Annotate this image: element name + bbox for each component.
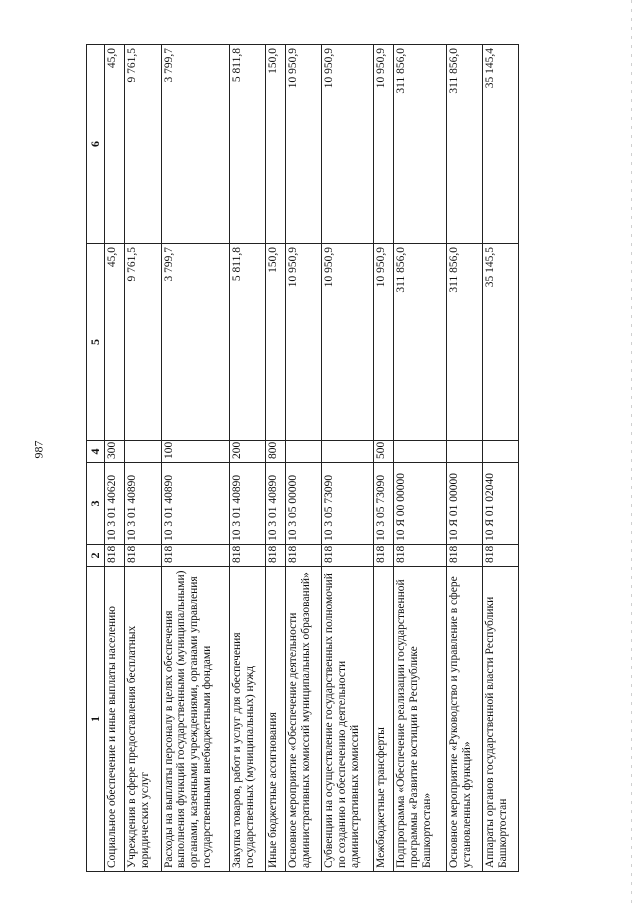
- row-csr: 10 3 05 73090: [374, 463, 394, 545]
- table-row: [482, 45, 518, 872]
- row-code: 818: [229, 545, 265, 567]
- row-name: Учреждения в сфере предоставления бесплатных юридических услуг: [125, 567, 161, 872]
- table-row: [229, 45, 265, 872]
- row-vr: [394, 441, 446, 463]
- row-name: Социальное обеспечение и иные выплаты населению: [105, 567, 125, 872]
- row-sum-6: 9 761,5: [125, 45, 161, 244]
- row-name: Субвенции на осуществление государственных полномочий по созданию и обеспечению деятельности административных комиссий: [322, 567, 374, 872]
- row-sum-6: 150,0: [266, 45, 286, 244]
- row-csr: 10 3 05 00000: [286, 463, 322, 545]
- row-sum-5: 10 950,9: [374, 244, 394, 441]
- row-csr: 10 Я 01 00000: [446, 463, 482, 545]
- table-row: [322, 45, 374, 872]
- row-name: Подпрограмма «Обеспечение реализации государственной программы «Развитие юстиции в Республике Башкортостан»: [394, 567, 446, 872]
- row-csr: 10 3 01 40890: [161, 463, 229, 545]
- header-col-1: 1: [87, 567, 105, 872]
- page-number: 987: [31, 440, 46, 459]
- row-sum-6: 3 799,7: [161, 45, 229, 244]
- row-name: Расходы на выплаты персоналу в целях обеспечения выполнения функций государственными (муниципальными) органами, казенными учреждениями, органами управления государственными внебюджетными фондами: [161, 567, 229, 872]
- row-name: Межбюджетные трансферты: [374, 567, 394, 872]
- row-vr: 800: [266, 441, 286, 463]
- row-name: Иные бюджетные ассигнования: [266, 567, 286, 872]
- row-vr: 500: [374, 441, 394, 463]
- table-row: [161, 45, 229, 872]
- row-vr: [125, 441, 161, 463]
- row-sum-5: 311 856,0: [446, 244, 482, 441]
- row-name: Закупка товаров, работ и услуг для обеспечения государственных (муниципальных) нужд: [229, 567, 265, 872]
- row-vr: 100: [161, 441, 229, 463]
- row-csr: 10 3 01 40890: [125, 463, 161, 545]
- row-sum-5: 150,0: [266, 244, 286, 441]
- table-row: [286, 45, 322, 872]
- row-sum-5: 35 145,5: [482, 244, 518, 441]
- table-row: [266, 45, 286, 872]
- row-code: 818: [161, 545, 229, 567]
- row-sum-6: 45,0: [105, 45, 125, 244]
- row-name: Аппараты органов государственной власти Республики Башкортостан: [482, 567, 518, 872]
- header-col-4: 4: [87, 441, 105, 463]
- row-vr: 200: [229, 441, 265, 463]
- row-sum-6: 5 811,8: [229, 45, 265, 244]
- row-csr: 10 3 01 40620: [105, 463, 125, 545]
- row-csr: 10 3 05 73090: [322, 463, 374, 545]
- row-sum-6: 311 856,0: [394, 45, 446, 244]
- row-sum-5: 311 856,0: [394, 244, 446, 441]
- row-csr: 10 Я 00 00000: [394, 463, 446, 545]
- row-code: 818: [446, 545, 482, 567]
- table-container: [86, 45, 519, 872]
- row-code: 818: [125, 545, 161, 567]
- row-sum-5: 10 950,9: [322, 244, 374, 441]
- row-vr: [286, 441, 322, 463]
- header-col-2: 2: [87, 545, 105, 567]
- row-code: 818: [394, 545, 446, 567]
- row-name: Основное мероприятие «Обеспечение деятельности административных комиссий муниципальных образований»: [286, 567, 322, 872]
- rotated-table-wrapper: [86, 45, 519, 872]
- row-sum-5: 45,0: [105, 244, 125, 441]
- row-csr: 10 Я 01 02040: [482, 463, 518, 545]
- table-row: [105, 45, 125, 872]
- table-row: [446, 45, 482, 872]
- row-sum-5: 10 950,9: [286, 244, 322, 441]
- row-sum-6: 10 950,9: [286, 45, 322, 244]
- row-csr: 10 3 01 40890: [266, 463, 286, 545]
- scan-edge: [631, 0, 632, 905]
- table-row: [374, 45, 394, 872]
- table-row: [394, 45, 446, 872]
- row-vr: [482, 441, 518, 463]
- row-sum-6: 10 950,9: [374, 45, 394, 244]
- row-sum-6: 311 856,0: [446, 45, 482, 244]
- row-sum-5: 9 761,5: [125, 244, 161, 441]
- row-code: 818: [266, 545, 286, 567]
- row-sum-6: 10 950,9: [322, 45, 374, 244]
- table-row: [125, 45, 161, 872]
- row-code: 818: [482, 545, 518, 567]
- header-col-3: 3: [87, 463, 105, 545]
- header-row: [87, 45, 105, 872]
- row-vr: [322, 441, 374, 463]
- row-code: 818: [322, 545, 374, 567]
- row-vr: 300: [105, 441, 125, 463]
- header-col-6: 6: [87, 45, 105, 244]
- row-name: Основное мероприятие «Руководство и управление в сфере установленных функций»: [446, 567, 482, 872]
- row-code: 818: [286, 545, 322, 567]
- row-sum-5: 5 811,8: [229, 244, 265, 441]
- row-sum-5: 3 799,7: [161, 244, 229, 441]
- row-csr: 10 3 01 40890: [229, 463, 265, 545]
- budget-table: [86, 44, 519, 872]
- header-col-5: 5: [87, 244, 105, 441]
- row-vr: [446, 441, 482, 463]
- row-sum-6: 35 145,4: [482, 45, 518, 244]
- row-code: 818: [105, 545, 125, 567]
- row-code: 818: [374, 545, 394, 567]
